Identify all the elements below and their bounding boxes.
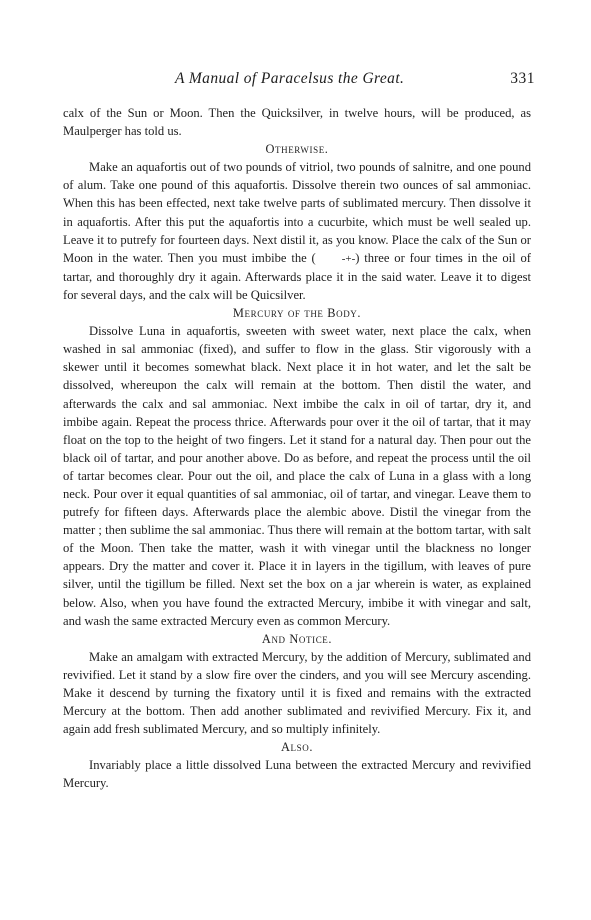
book-page: [63, 70, 535, 910]
alchemical-symbol: -+-: [341, 252, 356, 265]
running-header: [63, 70, 535, 96]
paragraph-text: Make an aquafortis out of two pounds of vitriol, two pounds of salnitre, and one pound of alum. Take one pound of this aquafortis. Dissolve therein two ounces of sal ammoniac. When this has been effected, next take twelve parts of sublimated mercury. Then dissolve it in aquafortis. After this put the aquafortis into a cucurbite, which must be well sealed up. Leave it to putrefy for fourteen days. Next distil it, as you know. Place the calx of the Sun or Moon in the water. Then you must imbibe the (: [63, 160, 531, 265]
paragraph-luna: Dissolve Luna in aquafortis, sweeten with sweet water, next place the calx, when washed in sal ammoniac (fixed), and suffer to flow in the glass. Stir vigorously with a skewer until it becomes somewhat black. Next place it in hot water, and let the salt be dissolved, whereupon the calx will remain at the bottom. Then distil the water, and afterwards the calx and sal ammoniac. Next imbibe the calx in oil of tartar, dry it, and imbibe again. Repeat the process thrice. Afterwards pour over it the oil of tartar, that it may float on the top to the height of two fingers. Let it stand for a natural day. Then pour out the black oil of tartar, and pour another above. Do as before, and repeat the process until the oil of tartar becomes clear. Pour out the oil, and place the calx of Luna in a glass with a long neck. Pour over it equal quantities of sal ammoniac, oil of tartar, and vinegar. Leave them to putrefy for fifteen days. Afterwards place the alembic above. Distil the vinegar from the matter ; then sublime the sal ammoniac. Thus there will remain at the bottom tartar, with salt of the Moon. Then take the matter, wash it with vinegar until the blackness no longer appears. Dry the matter and cover it. Place it in layers in the tigillum, with leaves of pure silver, until the tigillum be filled. Next set the box on a jar wherein is water, as explained below. Also, when you have found the extracted Mercury, imbibe it with vinegar and salt, and wash the same extracted Mercury even as common Mercury.: [63, 324, 531, 628]
paragraph-amalgam: Make an amalgam with extracted Mercury, by the addition of Mercury, sublimated and revivified. Let it stand by a slow fire over the cinders, and you will see Mercury ascending. Make it descend by turning the fixatory until it is fixed and remains with the extracted Mercury at the bottom. Then add another sublimated and revivified Mercury. Fix it, and again add fresh sublimated Mercury, and so multiply infinitely.: [63, 649, 531, 737]
paragraph-continued: calx of the Sun or Moon. Then the Quicksilver, in twelve hours, will be produced, as Maulperger has told us.: [63, 106, 531, 139]
body-text: [63, 104, 531, 793]
paragraph-dissolved-luna: Invariably place a little dissolved Luna between the extracted Mercury and revivified Mercury.: [63, 758, 531, 791]
section-heading-otherwise: Otherwise.: [265, 142, 329, 157]
paragraph-aquafortis: [63, 158, 531, 304]
section-heading-mercury-of-the-body: Mercury of the Body.: [232, 306, 362, 321]
section-heading-also: Also.: [280, 740, 314, 755]
running-title: A Manual of Paracelsus the Great.: [175, 70, 405, 87]
section-heading-and-notice: And Notice.: [261, 631, 333, 646]
paragraph-text: ) three or four times in the oil of tartar, and thoroughly dry it again. Afterwards place it in the said water. Leave it to digest for several days, and the calx will be Quicsilver.: [63, 250, 531, 302]
page-number: 331: [510, 70, 535, 87]
